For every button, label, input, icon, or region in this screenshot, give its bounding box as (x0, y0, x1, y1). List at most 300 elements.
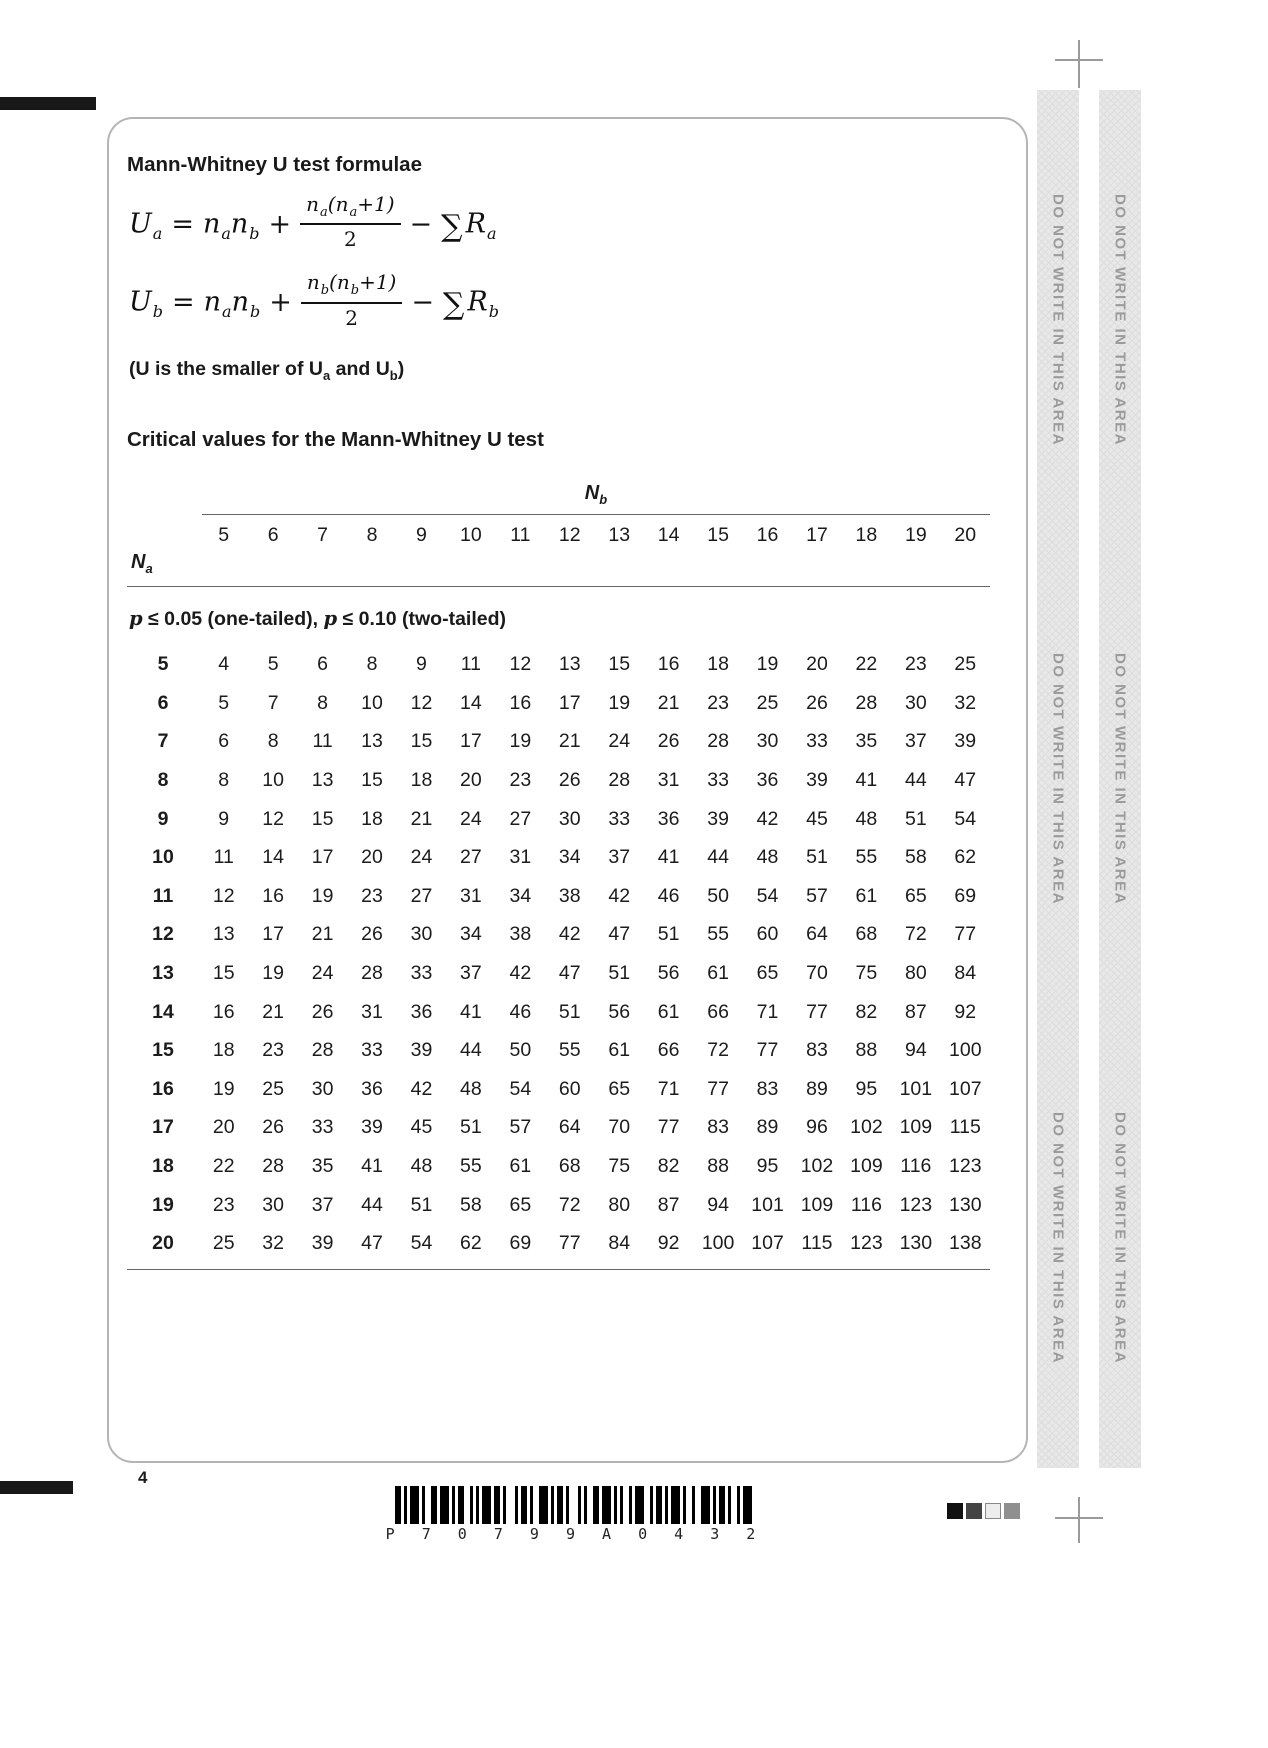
math-sub: a (486, 224, 497, 244)
critical-value: 87 (904, 1000, 927, 1023)
critical-value: 17 (460, 730, 482, 753)
critical-value: 12 (212, 884, 235, 907)
table-row (127, 954, 990, 993)
table-body (127, 645, 990, 1263)
critical-value: 116 (900, 1154, 932, 1177)
critical-value: 51 (657, 923, 680, 946)
na-value: 11 (152, 884, 174, 907)
critical-value: 123 (850, 1232, 883, 1255)
critical-value: 45 (806, 807, 828, 830)
critical-value: 56 (657, 961, 680, 984)
table-row (127, 993, 990, 1032)
critical-value: 28 (707, 730, 729, 753)
col-header: 19 (904, 524, 927, 547)
critical-value: 57 (509, 1116, 532, 1139)
critical-value: 115 (949, 1116, 981, 1139)
critical-value: 58 (460, 1193, 482, 1216)
critical-value: 92 (954, 1000, 977, 1023)
critical-value: 48 (756, 846, 779, 869)
critical-value: 37 (311, 1193, 334, 1216)
critical-value: 12 (509, 653, 532, 676)
critical-value: 83 (756, 1077, 779, 1100)
math-term: n (231, 286, 249, 318)
critical-value: 26 (558, 768, 581, 791)
critical-value: 37 (904, 730, 927, 753)
critical-value: 24 (311, 961, 334, 984)
critical-value: 61 (509, 1154, 532, 1177)
table-row (127, 800, 990, 839)
critical-value: 21 (558, 730, 581, 753)
col-header: 6 (267, 524, 279, 547)
print-registration-marks (947, 1503, 1020, 1519)
critical-value: 28 (311, 1039, 334, 1062)
math-sub: a (222, 302, 232, 322)
critical-values-table (127, 482, 990, 1270)
fraction-numerator: $n_b(n_b+1)$ (301, 270, 403, 303)
critical-value: 27 (509, 807, 532, 830)
col-header: 10 (460, 524, 482, 547)
do-not-write-text: DO NOT WRITE IN THIS AREA (1049, 193, 1067, 446)
critical-value: 15 (212, 961, 235, 984)
critical-value: 75 (855, 961, 878, 984)
critical-value: 56 (608, 1000, 631, 1023)
critical-value: 11 (460, 653, 482, 676)
critical-value: 9 (416, 653, 427, 676)
critical-value: 101 (899, 1077, 933, 1100)
critical-value: 8 (366, 653, 378, 676)
critical-value: 34 (558, 846, 581, 869)
critical-value: 87 (657, 1193, 680, 1216)
critical-value: 21 (311, 923, 334, 946)
critical-value: 80 (608, 1193, 631, 1216)
critical-value: 5 (218, 691, 230, 714)
critical-value: 60 (558, 1077, 581, 1100)
critical-value: 55 (460, 1154, 482, 1177)
critical-value: 77 (756, 1039, 779, 1062)
barcode-bars (375, 1486, 775, 1524)
critical-value: 130 (899, 1232, 933, 1255)
critical-value: 23 (509, 768, 532, 791)
critical-value: 14 (262, 846, 284, 869)
critical-value: 123 (899, 1193, 933, 1216)
critical-value: 26 (311, 1000, 334, 1023)
fraction (301, 270, 403, 330)
formulae-heading: Mann-Whitney U test formulae (127, 153, 422, 176)
critical-value: 84 (954, 961, 977, 984)
critical-value: 31 (509, 846, 532, 869)
critical-value: 37 (608, 846, 631, 869)
critical-value: 92 (657, 1232, 680, 1255)
critical-value: 6 (218, 730, 230, 753)
critical-value: 68 (855, 923, 878, 946)
na-value: 14 (152, 1000, 174, 1023)
col-header: 8 (366, 524, 378, 547)
table-divider (127, 586, 990, 587)
na-value: 17 (152, 1116, 174, 1139)
table-row (127, 1070, 990, 1109)
critical-value: 41 (855, 768, 878, 791)
math-sub: b (249, 302, 261, 322)
critical-value: 102 (850, 1116, 883, 1139)
critical-value: 54 (509, 1077, 532, 1100)
math-operator: = (171, 208, 194, 240)
critical-value: 39 (311, 1232, 334, 1255)
sigma-symbol: ∑ (441, 208, 463, 244)
critical-value: 60 (756, 923, 779, 946)
critical-value: 77 (707, 1077, 729, 1100)
critical-value: 34 (460, 923, 482, 946)
critical-value: 20 (212, 1116, 235, 1139)
fraction-denominator: 2 (345, 305, 358, 330)
critical-value: 23 (212, 1193, 235, 1216)
critical-value: 16 (212, 1000, 235, 1023)
critical-value: 24 (460, 807, 482, 830)
critical-value: 66 (707, 1000, 729, 1023)
critical-value: 54 (954, 807, 977, 830)
critical-value: 46 (657, 884, 680, 907)
critical-value: 24 (410, 846, 433, 869)
critical-value: 37 (460, 961, 482, 984)
na-value: 15 (152, 1039, 174, 1062)
table-row (127, 877, 990, 916)
critical-value: 42 (509, 961, 532, 984)
critical-value: 19 (509, 730, 532, 753)
critical-value: 32 (262, 1232, 284, 1255)
critical-value: 13 (558, 653, 581, 676)
p-values-line: p ≤ 0.05 (one-tailed), p ≤ 0.10 (two-tailed) (129, 607, 507, 631)
do-not-write-text: DO NOT WRITE IN THIS AREA (1111, 193, 1129, 446)
barcode-text: P 7 0 7 9 9 A 0 4 3 2 (385, 1525, 765, 1543)
critical-value: 15 (608, 653, 631, 676)
table-row (127, 916, 990, 955)
critical-value: 95 (855, 1077, 878, 1100)
critical-value: 42 (756, 807, 779, 830)
na-value: 9 (157, 807, 169, 830)
do-not-write-text: DO NOT WRITE IN THIS AREA (1111, 1112, 1129, 1365)
critical-value: 26 (657, 730, 680, 753)
critical-value: 41 (657, 846, 680, 869)
critical-value: 18 (361, 807, 383, 830)
critical-value: 50 (509, 1039, 532, 1062)
barcode (375, 1486, 775, 1543)
col-header: 7 (317, 524, 329, 547)
math-operator: + (269, 286, 292, 318)
critical-value: 101 (751, 1193, 784, 1216)
empty-corner-cell (127, 524, 199, 547)
critical-value: 12 (262, 807, 284, 830)
critical-value: 39 (410, 1039, 433, 1062)
critical-value: 33 (361, 1039, 383, 1062)
math-operator: − (411, 286, 434, 318)
critical-value: 42 (410, 1077, 433, 1100)
critical-value: 26 (262, 1116, 284, 1139)
critical-value: 66 (657, 1039, 680, 1062)
na-value: 13 (152, 961, 174, 984)
u-smaller-note: (U is the smaller of $U_a$ and $U_b$) (129, 357, 405, 383)
critical-value: 20 (806, 653, 828, 676)
critical-value: 44 (904, 768, 927, 791)
critical-value: 30 (756, 730, 779, 753)
critical-value: 64 (558, 1116, 581, 1139)
critical-value: 25 (212, 1232, 235, 1255)
critical-value: 16 (262, 884, 284, 907)
critical-value: 102 (800, 1154, 834, 1177)
critical-value: 107 (949, 1077, 982, 1100)
critical-value: 100 (701, 1232, 735, 1255)
critical-value: 10 (262, 768, 284, 791)
critical-value: 8 (218, 768, 230, 791)
critical-value: 25 (756, 691, 779, 714)
critical-value: 30 (311, 1077, 334, 1100)
critical-value: 30 (904, 691, 927, 714)
critical-value: 36 (361, 1077, 383, 1100)
col-header: 15 (707, 524, 729, 547)
na-value: 20 (152, 1232, 174, 1255)
critical-value: 25 (954, 653, 977, 676)
critical-value: 89 (806, 1077, 828, 1100)
critical-value: 8 (317, 691, 329, 714)
critical-value: 48 (855, 807, 878, 830)
fraction-numerator: $n_a(n_a+1)$ (300, 192, 400, 225)
binding-mark-bottom (0, 1481, 73, 1494)
critical-value: 23 (361, 884, 383, 907)
critical-value: 19 (756, 653, 779, 676)
critical-value: 77 (558, 1232, 581, 1255)
math-sub: b (152, 302, 164, 322)
sigma-symbol: ∑ (443, 286, 465, 322)
critical-value: 58 (904, 846, 927, 869)
critical-value: 15 (311, 807, 334, 830)
critical-value: 16 (657, 653, 680, 676)
critical-value: 55 (855, 846, 878, 869)
critical-value: 88 (707, 1154, 729, 1177)
critical-value: 8 (267, 730, 279, 753)
col-header: 17 (806, 524, 828, 547)
critical-value: 115 (801, 1232, 833, 1255)
crop-mark-bottom-right (1078, 1497, 1080, 1543)
col-header: 20 (954, 524, 977, 547)
critical-value: 50 (707, 884, 729, 907)
critical-value: 82 (657, 1154, 680, 1177)
critical-value: 46 (509, 1000, 532, 1023)
critical-value: 22 (212, 1154, 235, 1177)
math-operator: − (409, 208, 433, 240)
critical-value: 33 (410, 961, 433, 984)
critical-value: 62 (954, 846, 977, 869)
critical-value: 31 (361, 1000, 383, 1023)
math-term: U (129, 286, 152, 318)
critical-value: 123 (949, 1154, 982, 1177)
critical-value: 57 (806, 884, 828, 907)
col-header: 5 (218, 524, 230, 547)
crop-mark-bottom-right (1055, 1517, 1103, 1519)
critical-value: 5 (267, 653, 279, 676)
critical-value: 17 (262, 923, 284, 946)
critical-value: 13 (212, 923, 235, 946)
critical-value: 61 (707, 961, 729, 984)
critical-value: 6 (317, 653, 329, 676)
critical-value: 77 (954, 923, 977, 946)
critical-value: 21 (410, 807, 433, 830)
critical-value: 27 (460, 846, 482, 869)
na-value: 18 (152, 1154, 174, 1177)
do-not-write-text: DO NOT WRITE IN THIS AREA (1049, 1112, 1067, 1365)
content-box (107, 117, 1028, 1463)
critical-value: 30 (262, 1193, 284, 1216)
critical-value: 36 (756, 768, 779, 791)
table-row (127, 1147, 990, 1186)
critical-value: 72 (558, 1193, 581, 1216)
critical-value: 48 (460, 1077, 482, 1100)
critical-value: 94 (707, 1193, 729, 1216)
critical-value: 94 (904, 1039, 927, 1062)
fraction (300, 192, 400, 252)
critical-value: 17 (311, 846, 334, 869)
critical-value: 65 (904, 884, 927, 907)
critical-value: 19 (262, 961, 284, 984)
critical-value: 100 (949, 1039, 982, 1062)
critical-value: 15 (410, 730, 433, 753)
critical-value: 39 (954, 730, 977, 753)
critical-value: 41 (460, 1000, 482, 1023)
table-row (127, 684, 990, 723)
critical-values-heading: Critical values for the Mann-Whitney U test (127, 428, 544, 452)
critical-value: 107 (751, 1232, 784, 1255)
critical-value: 65 (608, 1077, 631, 1100)
critical-value: 9 (218, 807, 230, 830)
math-term: R (467, 286, 488, 318)
page-number: 4 (138, 1468, 148, 1487)
math-sub: b (249, 224, 260, 244)
critical-value: 30 (558, 807, 581, 830)
critical-value: 72 (904, 923, 927, 946)
na-value: 8 (157, 768, 169, 791)
critical-value: 83 (707, 1116, 729, 1139)
critical-value: 47 (954, 768, 977, 791)
critical-value: 130 (949, 1193, 982, 1216)
table-row (127, 723, 990, 762)
fraction-denominator: 2 (343, 227, 357, 252)
na-value: 6 (157, 691, 169, 714)
critical-value: 33 (311, 1116, 334, 1139)
critical-value: 21 (657, 691, 680, 714)
critical-value: 54 (410, 1232, 433, 1255)
col-header: 14 (657, 524, 680, 547)
col-header: 11 (510, 524, 531, 547)
crop-mark-top-right (1078, 40, 1080, 88)
critical-value: 15 (361, 768, 383, 791)
critical-value: 35 (855, 730, 878, 753)
nb-column-group-label: $N_b$ (202, 482, 990, 515)
math-term: U (129, 208, 152, 240)
critical-value: 109 (800, 1193, 834, 1216)
critical-value: 61 (608, 1039, 631, 1062)
critical-value: 109 (899, 1116, 933, 1139)
math-term: n (230, 208, 249, 240)
table-row (127, 645, 990, 684)
critical-value: 13 (361, 730, 383, 753)
binding-mark-top (0, 97, 96, 110)
critical-value: 28 (361, 961, 383, 984)
table-row (127, 1224, 990, 1263)
critical-value: 38 (558, 884, 581, 907)
critical-value: 17 (558, 691, 581, 714)
critical-value: 47 (608, 923, 631, 946)
critical-value: 47 (361, 1232, 383, 1255)
critical-value: 51 (806, 846, 828, 869)
critical-value: 32 (954, 691, 977, 714)
critical-value: 88 (855, 1039, 878, 1062)
critical-value: 42 (558, 923, 581, 946)
critical-value: 77 (657, 1116, 680, 1139)
na-value: 19 (152, 1193, 174, 1216)
critical-value: 26 (806, 691, 828, 714)
critical-value: 39 (361, 1116, 383, 1139)
critical-value: 4 (218, 653, 230, 676)
column-headers-row (127, 515, 990, 549)
critical-value: 65 (509, 1193, 532, 1216)
do-not-write-strip (1099, 90, 1141, 1468)
na-value: 12 (152, 923, 174, 946)
critical-value: 33 (608, 807, 631, 830)
do-not-write-text: DO NOT WRITE IN THIS AREA (1111, 653, 1129, 905)
critical-value: 75 (608, 1154, 631, 1177)
critical-value: 61 (855, 884, 878, 907)
math-operator: + (268, 208, 292, 240)
critical-value: 48 (410, 1154, 433, 1177)
math-term: n (203, 286, 222, 318)
critical-value: 69 (954, 884, 977, 907)
critical-value: 41 (361, 1154, 383, 1177)
critical-value: 89 (756, 1116, 779, 1139)
critical-value: 18 (707, 653, 729, 676)
math-term: R (465, 208, 486, 240)
critical-value: 39 (806, 768, 828, 791)
critical-value: 62 (460, 1232, 482, 1255)
critical-value: 38 (509, 923, 532, 946)
critical-value: 55 (707, 923, 729, 946)
col-header: 18 (855, 524, 878, 547)
critical-value: 61 (657, 1000, 680, 1023)
critical-value: 24 (608, 730, 631, 753)
critical-value: 27 (410, 884, 433, 907)
critical-value: 36 (657, 807, 680, 830)
na-row-group-label: $N_a$ (131, 551, 153, 577)
formula-ua (129, 192, 986, 255)
critical-value: 30 (410, 923, 433, 946)
critical-value: 19 (311, 884, 334, 907)
critical-value: 23 (707, 691, 729, 714)
critical-value: 44 (707, 846, 729, 869)
critical-value: 19 (608, 691, 631, 714)
table-row (127, 1109, 990, 1148)
critical-value: 31 (657, 768, 680, 791)
critical-value: 20 (361, 846, 383, 869)
table-row (127, 1031, 990, 1070)
critical-value: 109 (850, 1154, 883, 1177)
critical-value: 31 (460, 884, 482, 907)
critical-value: 64 (806, 923, 828, 946)
critical-value: 16 (509, 691, 532, 714)
critical-value: 28 (262, 1154, 284, 1177)
critical-value: 84 (608, 1232, 631, 1255)
critical-value: 71 (756, 1000, 779, 1023)
critical-value: 95 (756, 1154, 779, 1177)
critical-value: 23 (904, 653, 927, 676)
math-sub: a (152, 224, 163, 244)
critical-value: 70 (806, 961, 828, 984)
col-header: 12 (558, 524, 581, 547)
